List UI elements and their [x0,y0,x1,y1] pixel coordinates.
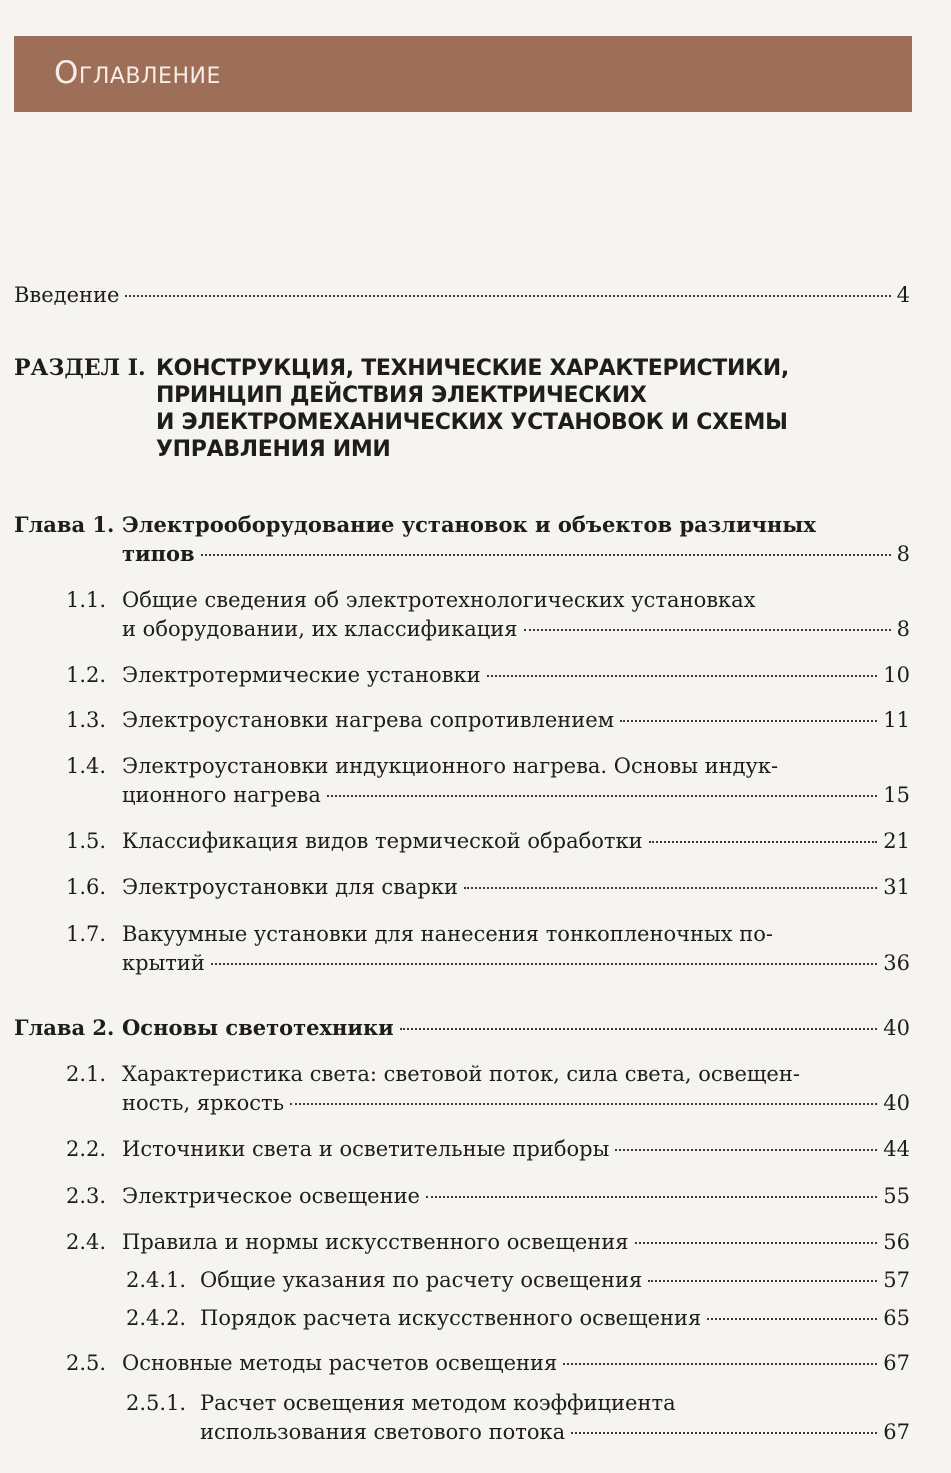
page-number: 57 [883,1268,910,1292]
page-number: 44 [883,1137,910,1161]
section-title-line: ПРИНЦИП ДЕЙСТВИЯ ЭЛЕКТРИЧЕСКИХ [156,383,647,408]
page-number: 56 [883,1230,910,1254]
entry-title-line: Вакуумные установки для нанесения тонкопленочных по- [122,922,773,946]
page-number: 10 [883,663,910,687]
entry-number: 2.4.1. [126,1268,187,1292]
entry-title-line: ность, яркость [122,1091,285,1115]
leader-dots [400,1028,878,1030]
page-number: 40 [883,1091,910,1115]
entry-number: 2.3. [66,1184,107,1208]
page-title: Оглавление [54,55,221,91]
entry-number: 1.6. [66,875,107,899]
page-number: 8 [896,542,910,566]
entry-title-line: Правила и нормы искусственного освещения [122,1230,629,1254]
entry-title-line: Общие сведения об электротехнологических установках [122,588,756,612]
entry-number: 2.5. [66,1351,107,1375]
page-number: 31 [883,875,910,899]
page-number: 8 [896,617,910,641]
entry-title-line: и оборудовании, их классификация [122,617,518,641]
entry-number: 2.1. [66,1062,107,1086]
page-number: 55 [883,1184,910,1208]
entry-title-line: Порядок расчета искусственного освещения [200,1306,702,1330]
entry-number: 1.4. [66,754,107,778]
entry-title-line: Расчет освещения методом коэффициента [200,1391,676,1415]
page-number: 65 [883,1306,910,1330]
section-title-line: И ЭЛЕКТРОМЕХАНИЧЕСКИХ УСТАНОВОК И СХЕМЫ [156,410,788,435]
entry-number: 2.4. [66,1230,107,1254]
chapter-number: Глава 2. [14,1015,115,1040]
entry-number: 1.5. [66,829,107,853]
entry-title-line: Электроустановки нагрева сопротивлением [122,708,615,732]
page-number: 15 [883,783,910,807]
entry-number: 1.2. [66,663,107,687]
entry-number: 2.4.2. [126,1306,187,1330]
leader-dots [635,1242,878,1244]
leader-dots [649,841,878,843]
entry-number: 1.1. [66,588,107,612]
entry-title-line: Классификация видов термической обработки [122,829,643,853]
leader-dots [707,1318,877,1320]
entry-title-line: использования светового потока [200,1420,566,1444]
entry-title-line: Источники света и осветительные приборы [122,1137,610,1161]
entry-title-line: ционного нагрева [122,783,321,807]
chapter-title-line: Электрооборудование установок и объектов различных [122,512,816,537]
leader-dots [464,887,877,889]
chapter-number: Глава 1. [14,512,115,537]
entry-title-line: Электротермические установки [122,663,481,687]
leader-dots [327,795,877,797]
toc-entry-label: Введение [14,283,120,307]
leader-dots [615,1149,877,1151]
entry-title-line: Основные методы расчетов освещения [122,1351,558,1375]
entry-title-line: крытий [122,951,205,975]
entry-number: 1.3. [66,708,107,732]
leader-dots [524,629,891,631]
entry-number: 2.2. [66,1137,107,1161]
header-band [14,36,912,112]
leader-dots [648,1280,877,1282]
page-number: 67 [883,1420,910,1444]
page-number: 21 [883,829,910,853]
leader-dots [563,1363,877,1365]
leader-dots [201,554,891,556]
page-number: 36 [883,951,910,975]
leader-dots [426,1196,877,1198]
leader-dots [620,720,877,722]
section-title-line: КОНСТРУКЦИЯ, ТЕХНИЧЕСКИЕ ХАРАКТЕРИСТИКИ, [156,356,789,381]
leader-dots [211,963,877,965]
page-number: 40 [883,1016,910,1040]
leader-dots [125,295,890,297]
entry-title-line: Электроустановки для сварки [122,875,459,899]
leader-dots [571,1432,877,1434]
chapter-title-line: Основы светотехники [122,1015,394,1040]
chapter-title-line: типов [122,541,195,566]
entry-number: 2.5.1. [126,1391,187,1415]
section-number: РАЗДЕЛ I. [14,355,146,381]
entry-title-line: Электрическое освещение [122,1184,420,1208]
entry-title-line: Электроустановки индукционного нагрева. Основы индук- [122,754,779,778]
page-number: 11 [883,708,910,732]
entry-title-line: Общие указания по расчету освещения [200,1268,643,1292]
page-number: 4 [896,283,910,307]
leader-dots [487,675,878,677]
section-title-line: УПРАВЛЕНИЯ ИМИ [156,437,391,462]
page-number: 67 [883,1351,910,1375]
entry-number: 1.7. [66,922,107,946]
entry-title-line: Характеристика света: световой поток, сила света, освещен- [122,1062,800,1086]
leader-dots [290,1103,877,1105]
